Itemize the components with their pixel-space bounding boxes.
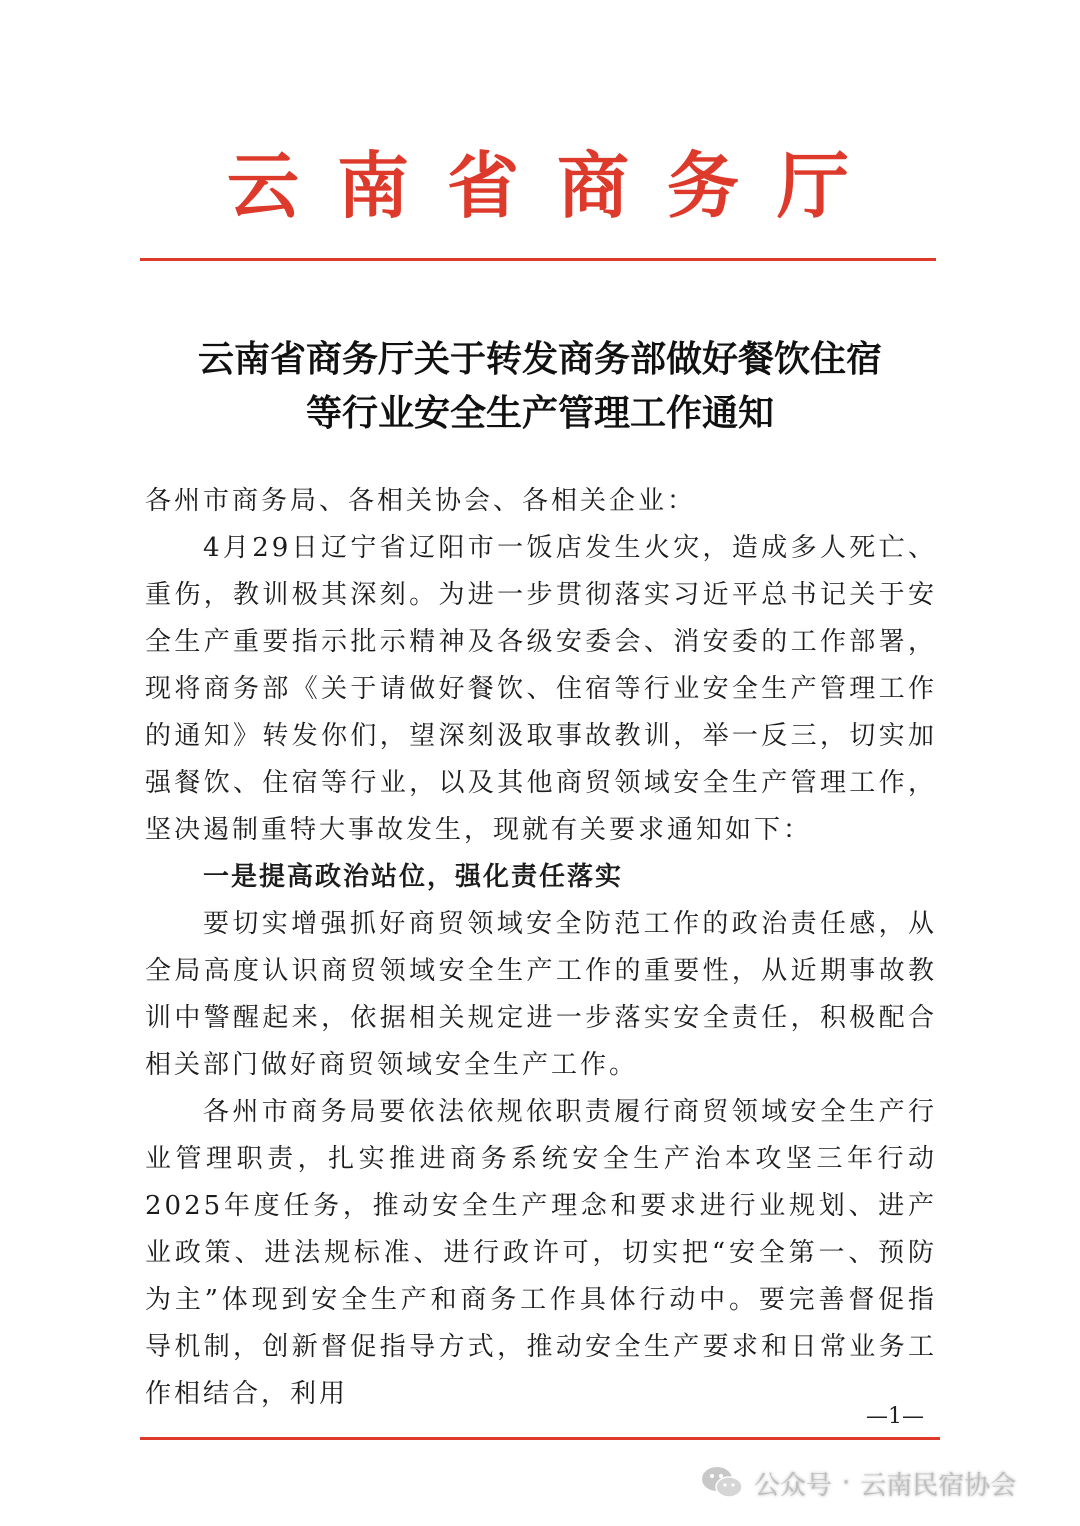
watermark-separator: · bbox=[842, 1468, 851, 1498]
paragraph-3: 各州市商务局要依法依规依职责履行商贸领域安全生产行业管理职责，扎实推进商务系统安全生产治本攻坚三年行动2025年度任务，推动安全生产理念和要求进行业规划、进产业政策、进法规标准、进行政许可，切实把“安全第一、预防为主”体现到安全生产和商务工作具体行动中。要完善督促指导机制，创新督促指导方式，推动安全生产要求和日常业务工作相结合，利用 bbox=[145, 1097, 937, 1409]
title-line-2: 等行业安全生产管理工作通知 bbox=[305, 392, 774, 434]
document-title bbox=[120, 332, 960, 440]
wechat-icon bbox=[700, 1463, 744, 1503]
addressee: 各州市商务局、各相关协会、各相关企业： bbox=[145, 486, 697, 516]
watermark-label: 公众号 bbox=[754, 1470, 833, 1501]
paragraph-1: 4月29日辽宁省辽阳市一饭店发生火灾，造成多人死亡、重伤，教训极其深刻。为进一步贯彻落实习近平总书记关于安全生产重要指示批示精神及各级安委会、消安委的工作部署，现将商务部《关于请做好餐饮、住宿等行业安全生产管理工作的通知》转发你们，望深刻汲取事故教训，举一反三，切实加强餐饮、住宿等行业，以及其他商贸领域安全生产管理工作，坚决遏制重特大事故发生，现就有关要求通知如下： bbox=[145, 533, 937, 845]
red-divider-top bbox=[140, 258, 936, 261]
title-line-1: 云南省商务厅关于转发商务部做好餐饮住宿 bbox=[197, 338, 882, 380]
watermark-account: 云南民宿协会 bbox=[860, 1470, 1017, 1501]
masthead: 云南省商务厅 bbox=[226, 143, 887, 228]
red-divider-bottom bbox=[140, 1437, 940, 1440]
paragraph-2: 要切实增强抓好商贸领域安全防范工作的政治责任感，从全局高度认识商贸领域安全生产工作的重要性，从近期事故教训中警醒起来，依据相关规定进一步落实安全责任，积极配合相关部门做好商贸领域安全生产工作。 bbox=[145, 909, 937, 1080]
section-heading-1: 一是提高政治站位，强化责任落实 bbox=[203, 862, 624, 892]
page-number: —1— bbox=[866, 1404, 924, 1429]
document-body bbox=[145, 478, 937, 1418]
wechat-watermark bbox=[700, 1458, 1016, 1508]
